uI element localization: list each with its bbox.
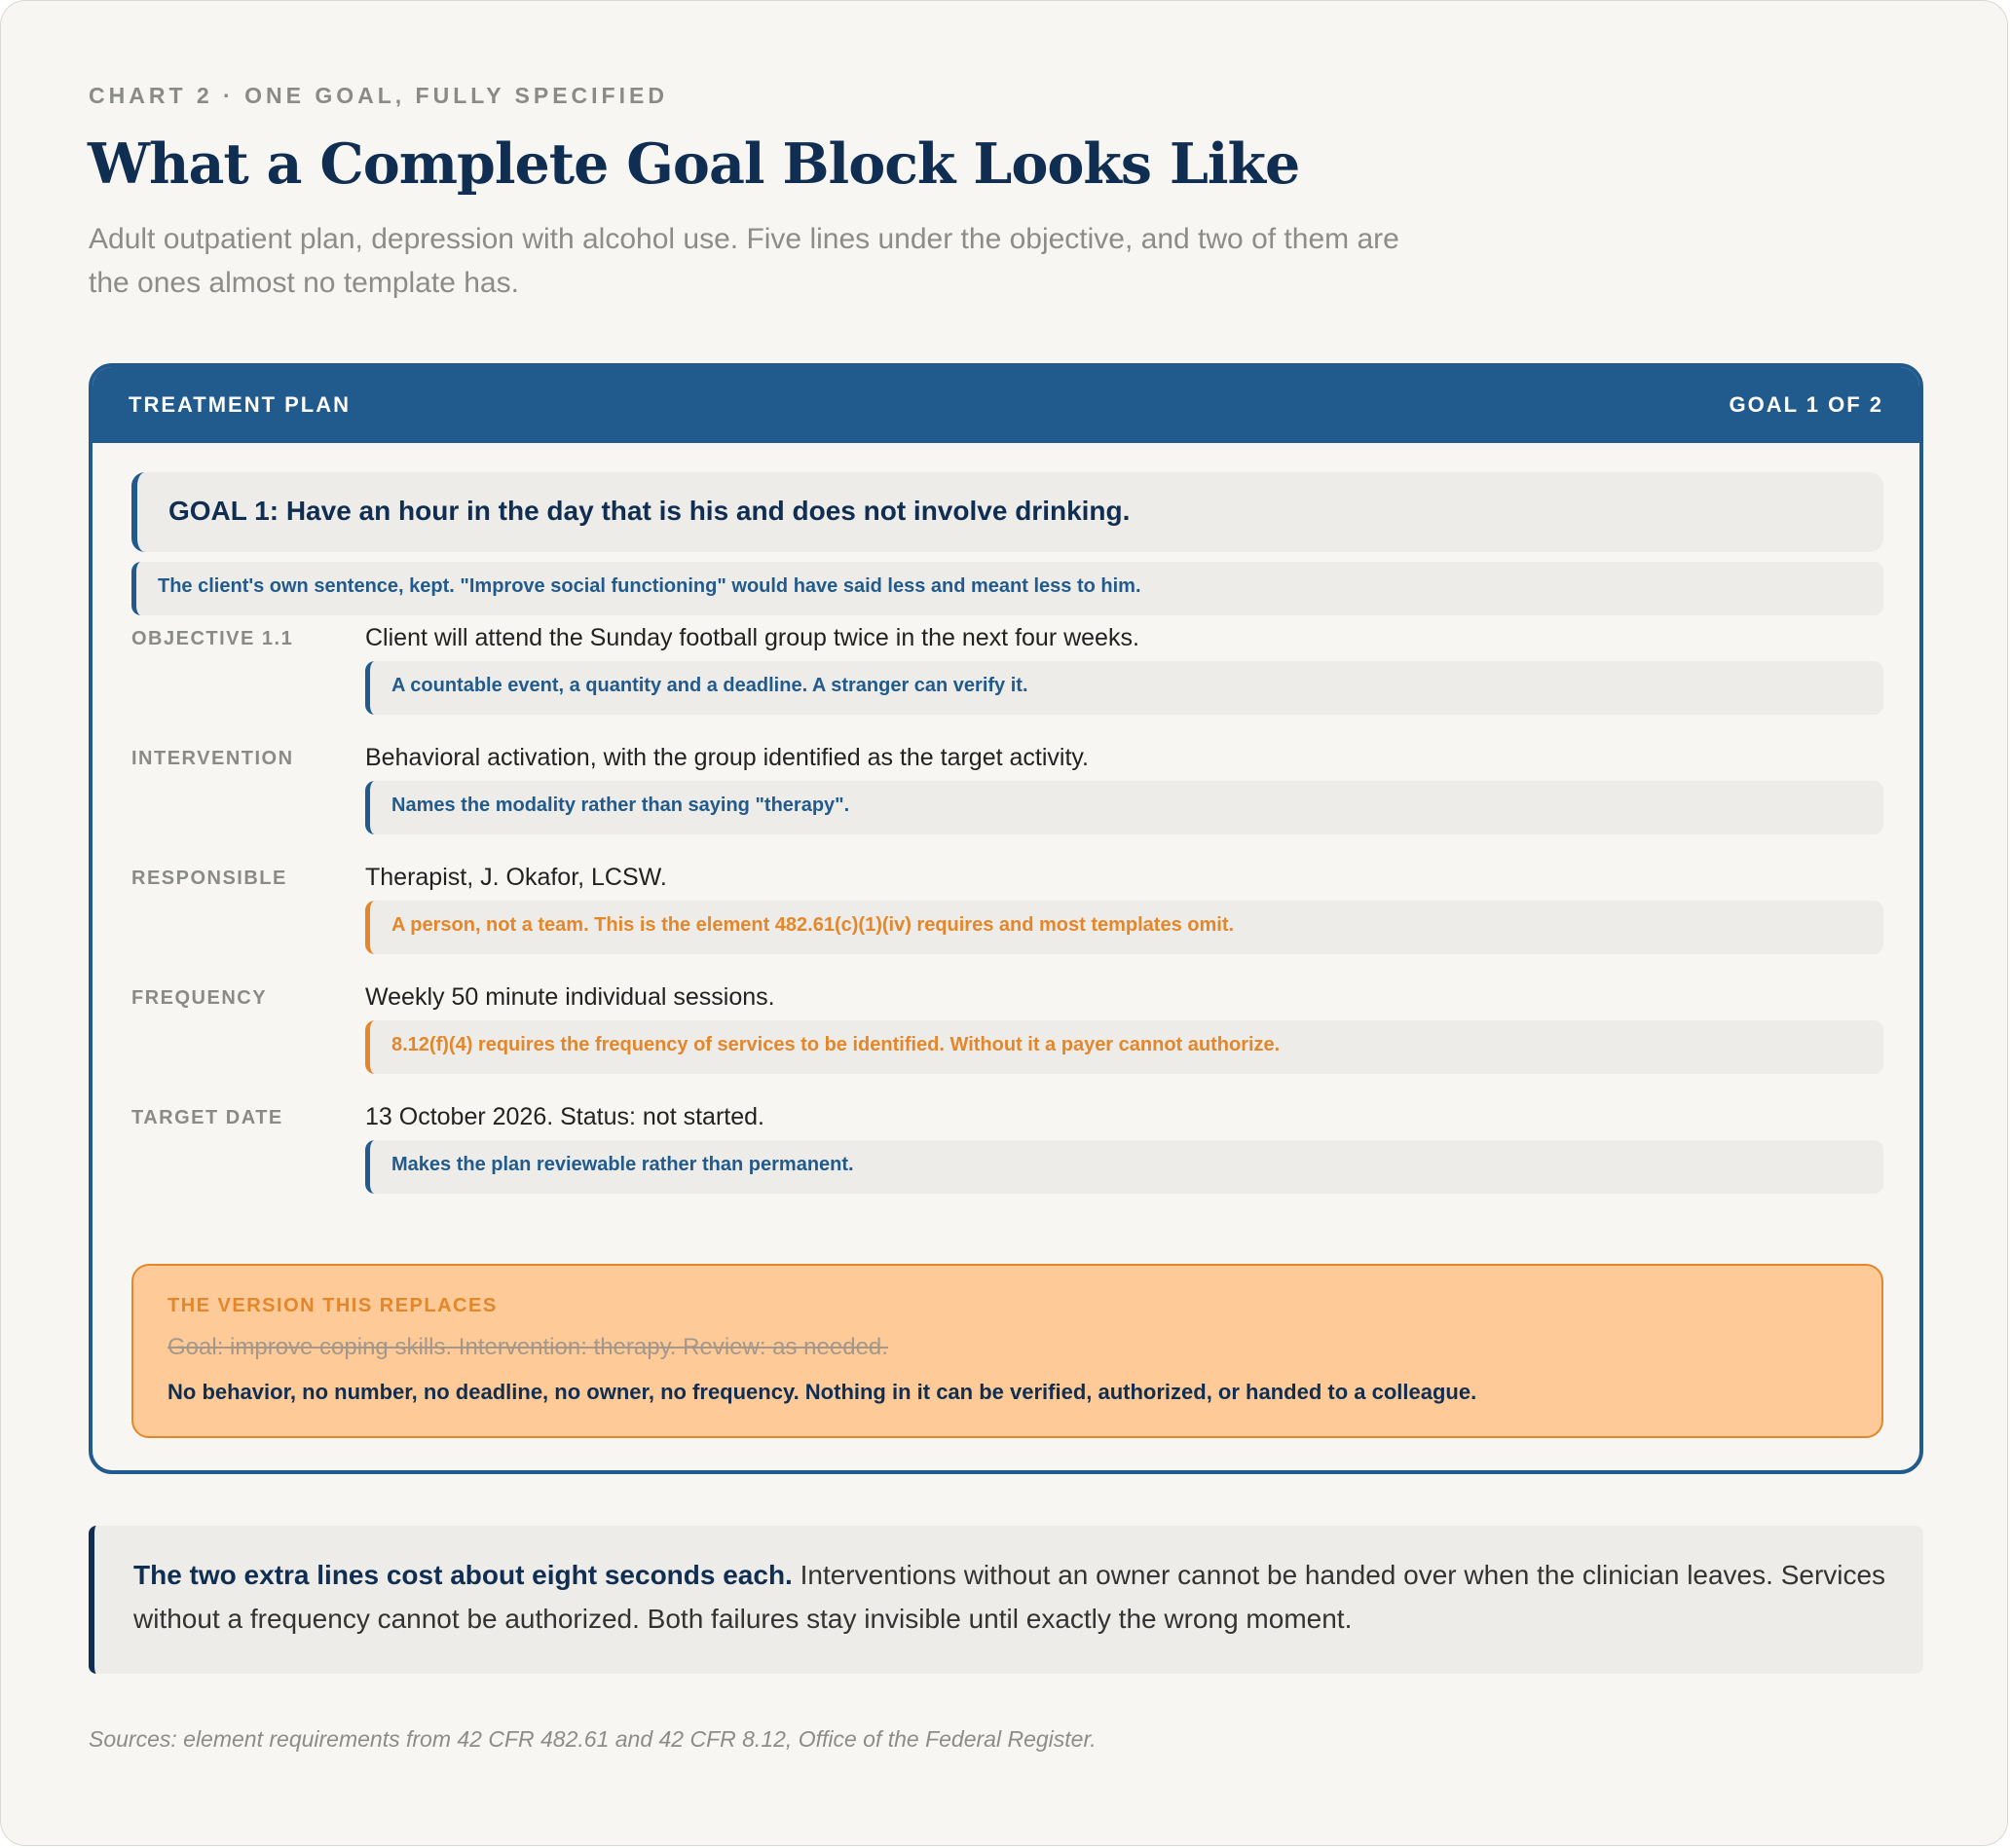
- row-note-frequency: [365, 1020, 1883, 1074]
- row-label-frequency: FREQUENCY: [131, 987, 268, 1009]
- replaced-old-text: Goal: improve coping skills. Intervention: therapy. Review: as needed.: [168, 1334, 888, 1360]
- takeaway-lead: The two extra lines cost about eight seconds each.: [133, 1560, 793, 1590]
- replaced-title: THE VERSION THIS REPLACES: [168, 1295, 498, 1316]
- takeaway-box: [89, 1526, 1923, 1674]
- goal-note: [131, 562, 1883, 615]
- eyebrow: CHART 2 · ONE GOAL, FULLY SPECIFIED: [89, 83, 668, 108]
- plan-header-label: TREATMENT PLAN: [129, 392, 352, 417]
- row-note-objective: [365, 661, 1883, 715]
- goal-note-text: The client's own sentence, kept. "Improve social functioning" would have said less and meant less to him.: [158, 575, 1141, 597]
- goal-count: GOAL 1 OF 2: [1729, 392, 1883, 417]
- row-note-text: Names the modality rather than saying "therapy".: [391, 795, 850, 816]
- row-note-text: 8.12(f)(4) requires the frequency of services to be identified. Without it a payer cannot authorize.: [391, 1034, 1281, 1055]
- page-title: What a Complete Goal Block Looks Like: [88, 131, 1300, 197]
- row-note-responsible: [365, 901, 1883, 954]
- row-note-text: A countable event, a quantity and a deadline. A stranger can verify it.: [391, 675, 1028, 696]
- row-label-intervention: INTERVENTION: [131, 748, 294, 769]
- subtitle: Adult outpatient plan, depression with alcohol use. Five lines under the objective, and two of them are the ones almost no template has.: [89, 223, 1399, 299]
- goal-statement: [131, 472, 1883, 552]
- source-note: Sources: element requirements from 42 CFR 482.61 and 42 CFR 8.12, Office of the Federal Register.: [89, 1726, 1097, 1752]
- row-value-frequency: Weekly 50 minute individual sessions.: [365, 983, 775, 1011]
- row-value-objective: Client will attend the Sunday football group twice in the next four weeks.: [365, 624, 1139, 651]
- row-note-text: A person, not a team. This is the element 482.61(c)(1)(iv) requires and most templates omit.: [391, 914, 1235, 936]
- takeaway-body: Interventions without an owner cannot be handed over when the clinician leaves. Services without a frequency cannot be authorized. Both failures stay invisible until exactly the wrong moment.: [133, 1560, 1886, 1634]
- takeaway-text: [133, 1553, 1896, 1641]
- row-value-intervention: Behavioral activation, with the group identified as the target activity.: [365, 744, 1090, 771]
- row-note-text: Makes the plan reviewable rather than permanent.: [391, 1154, 854, 1175]
- row-label-responsible: RESPONSIBLE: [131, 868, 287, 889]
- row-note-intervention: [365, 781, 1883, 834]
- replaced-explanation: No behavior, no number, no deadline, no owner, no frequency. Nothing in it can be verified, authorized, or handed to a colleague.: [168, 1380, 1477, 1404]
- row-label-target-date: TARGET DATE: [131, 1107, 283, 1128]
- goal-text: GOAL 1: Have an hour in the day that is his and does not involve drinking.: [168, 496, 1131, 526]
- row-value-responsible: Therapist, J. Okafor, LCSW.: [365, 864, 667, 891]
- row-label-objective: OBJECTIVE 1.1: [131, 628, 294, 649]
- treatment-plan-card: [89, 363, 1923, 1474]
- row-value-target-date: 13 October 2026. Status: not started.: [365, 1103, 764, 1130]
- replaced-version-callout: [131, 1264, 1883, 1438]
- row-note-target-date: [365, 1140, 1883, 1194]
- plan-header: [93, 367, 1919, 443]
